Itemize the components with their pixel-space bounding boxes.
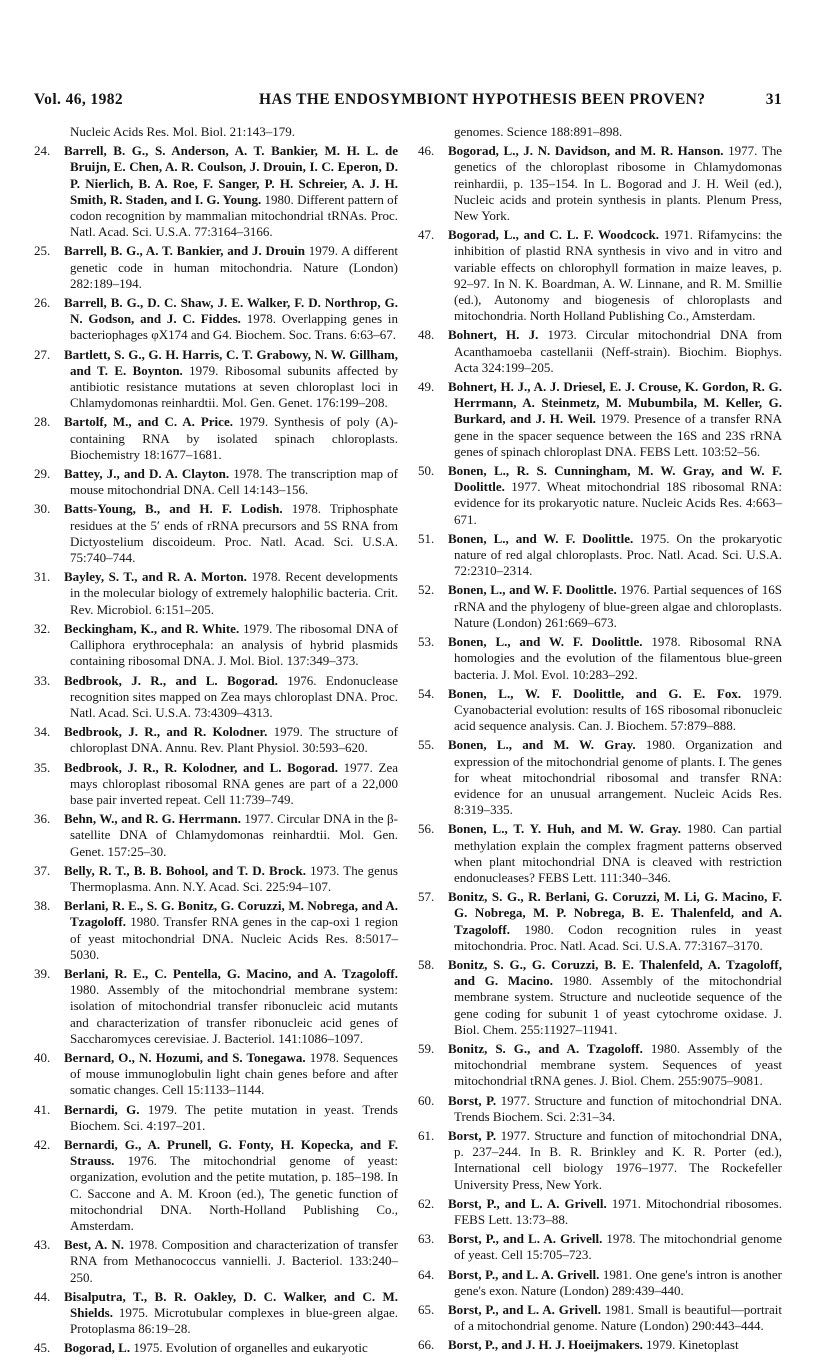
reference-authors: Bonen, L., and W. F. Doolittle. [448,582,617,598]
reference-citation: 1977. Structure and function of mitochondrial DNA. Trends Biochem. Sci. 2:31–34. [454,1092,782,1124]
reference-authors: Belly, R. T., B. B. Bohool, and T. D. Brock. [64,862,306,878]
continued-reference: Nucleic Acids Res. Mol. Biol. 21:143–179. [70,124,295,139]
reference-entry [418,1041,782,1090]
reference-number: 35. [34,759,51,775]
reference-authors: Battey, J., and D. A. Clayton. [64,466,230,482]
reference-number: 25. [34,243,51,259]
reference-number: 59. [418,1040,435,1056]
reference-number: 62. [418,1195,435,1211]
reference-authors: Beckingham, K., and R. White. [64,620,240,636]
reference-citation: 1978. Sequences of mouse immunoglobulin light chain genes before and after somatic changes. Cell 15:1133–1144. [70,1049,398,1098]
reference-entry [418,957,782,1038]
reference-authors: Bartlett, S. G., G. H. Harris, C. T. Grabowy, N. W. Gillham, and T. E. Boynton. [64,346,398,378]
reference-entry [34,143,398,240]
reference-number: 54. [418,685,435,701]
reference-authors: Bisalputra, T., B. R. Oakley, D. C. Walker, and C. M. Shields. [64,1288,398,1321]
reference-authors: Bedbrook, J. R., and R. Kolodner. [64,724,268,740]
reference-number: 31. [34,569,51,585]
reference-authors: Borst, P., and L. A. Grivell. [448,1302,601,1318]
reference-number: 60. [418,1092,435,1108]
reference-authors: Borst, P., and L. A. Grivell. [448,1195,607,1211]
reference-entry [418,1302,782,1334]
reference-authors: Bohnert, H. J., A. J. Driesel, E. J. Crouse, K. Gordon, R. G. Herrmann, A. Steinmetz, M. Mubumbila, M. Keller, G. Burkard, and J. H. Weil. [448,379,782,427]
reference-authors: Barrell, B. G., A. T. Bankier, and J. Drouin [64,243,305,259]
reference-authors: Bonitz, S. G., R. Berlani, G. Coruzzi, M. Li, G. Macino, F. G. Nobrega, M. P. Nobrega, B. E. Thalenfeld, and A. Tzagoloff. [448,889,782,937]
reference-citation: 1979. Cyanobacterial evolution: results of 16S ribosomal ribonucleic acid sequence analysis. Can. J. Biochem. 57:879–888. [454,685,782,734]
reference-citation: 1975. Microtubular complexes in blue-green algae. Protoplasma 86:19–28. [70,1305,398,1337]
reference-authors: Bedbrook, J. R., R. Kolodner, and L. Bogorad. [64,759,339,775]
reference-number: 49. [418,379,435,395]
reference-citation: 1977. Circular DNA in the β-satellite DNA of Chlamydomonas reinhardtii. Mol. Gen. Genet. 157:25–30. [70,811,398,859]
reference-citation: 1979. The ribosomal DNA of Calliphora erythrocephala: an analysis of hybrid plasmids containing ribosomal DNA. J. Mol. Biol. 137:349–373. [70,620,398,669]
reference-authors: Bernardi, G., A. Prunell, G. Fonty, H. Kopecka, and F. Strauss. [64,1136,398,1169]
reference-number: 50. [418,463,435,479]
reference-authors: Bernard, O., N. Hozumi, and S. Tonegawa. [64,1049,306,1065]
reference-authors: Behn, W., and R. G. Herrmann. [64,811,241,827]
reference-entry [34,243,398,292]
reference-entry [418,686,782,735]
reference-authors: Bohnert, H. J. [448,327,539,343]
reference-number: 55. [418,737,435,753]
reference-authors: Bonen, L., T. Y. Huh, and M. W. Gray. [448,821,681,837]
reference-citation: 1971. Rifamycins: the inhibition of plastid RNA synthesis in vivo and in vitro and variable effects on chlorophyll formation in maize leaves, p. 92–97. In N. K. Boardman, A. W. Linnane, and R. M. Smillie (ed.), Autonomy and biogenesis of chloroplasts and mitochondria. North Holland Publishing Co., Amsterdam. [454,227,782,324]
reference-entry [34,760,398,809]
reference-entry [418,582,782,631]
running-header [34,91,782,111]
reference-number: 41. [34,1101,51,1117]
reference-authors: Bonen, L., and W. F. Doolittle. [448,634,643,650]
reference-authors: Borst, P. [448,1127,497,1143]
reference-number: 65. [418,1302,435,1318]
left-reference-column [34,124,398,1357]
reference-number: 34. [34,724,51,740]
reference-entry [34,501,398,566]
reference-citation: 1975. Evolution of organelles and eukaryotic [130,1340,368,1356]
reference-citation: 1980. Assembly of the mitochondrial membrane system: isolation of mitochondrial transfer ribonucleic acid mutants and characterization of transfer ribonucleic acid genes of Saccharomyces cerevisiae. J. Bacteriol. 141:1086–1097. [70,982,398,1046]
right-reference-column [418,124,782,1354]
reference-number: 61. [418,1127,435,1143]
reference-citation: 1980. Transfer RNA genes in the cap-oxi 1 region of yeast mitochondrial DNA. Nucleic Acids Res. 8:5017–5030. [70,914,398,962]
reference-number: 27. [34,346,51,362]
reference-authors: Borst, P., and L. A. Grivell. [448,1266,600,1282]
reference-number: 24. [34,143,51,159]
reference-entry [418,1196,782,1228]
reference-entry [418,463,782,528]
reference-citation: 1973. The genus Thermoplasma. Ann. N.Y. Acad. Sci. 225:94–107. [70,862,398,894]
reference-number: 36. [34,811,51,827]
reference-entry [34,1237,398,1286]
reference-citation: 1971. Mitochondrial ribosomes. FEBS Lett. 13:73–88. [454,1195,782,1227]
reference-number: 38. [34,898,51,914]
reference-citation: 1979. The petite mutation in yeast. Trends Biochem. Sci. 4:197–201. [70,1101,398,1133]
reference-authors: Bayley, S. T., and R. A. Morton. [64,569,247,585]
reference-entry [418,634,782,683]
reference-authors: Barrell, B. G., S. Anderson, A. T. Bankier, M. H. L. de Bruijn, E. Chen, A. R. Coulson, J. Drouin, I. C. Eperon, D. P. Nierlich, B. A. Roe, F. Sanger, P. H. Schreier, A. J. H. Smith, R. Staden, and I. G. Young. [64,143,398,207]
reference-citation: 1979. Ribosomal subunits affected by antibiotic resistance mutations at seven chloroplast loci in Chlamydomonas reinhardtii. Mol. Gen. Genet. 176:199–208. [70,362,399,411]
reference-number: 30. [34,501,51,517]
reference-entry [418,1128,782,1193]
reference-entry [34,1050,398,1099]
reference-citation: 1978. Composition and characterization of transfer RNA from Methanococcus vannielli. J. Bacteriol. 133:240–250. [70,1237,398,1285]
reference-entry [34,898,398,963]
reference-citation: 1978. Recent developments in the molecular biology of extremely halophilic bacteria. Crit. Rev. Microbiol. 6:151–205. [70,569,398,617]
reference-authors: Best, A. N. [64,1237,125,1253]
reference-citation: 1980. Assembly of the mitochondrial membrane system. Structure and nucleotide sequence of the gene coding for subunit 1 of yeast cytochrome oxidase. J. Biol. Chem. 255:11927–11941. [454,973,782,1037]
reference-number: 29. [34,466,51,482]
reference-number: 39. [34,965,51,981]
reference-entry [418,379,782,460]
reference-number: 63. [418,1231,435,1247]
reference-authors: Bogorad, L., J. N. Davidson, and M. R. Hanson. [448,143,724,159]
reference-entry [34,569,398,618]
reference-authors: Bonen, L., R. S. Cunningham, M. W. Gray, and W. F. Doolittle. [448,463,782,495]
reference-citation: 1980. Organization and expression of the mitochondrial genome of plants. I. The genes for wheat mitochondrial ribosomal and transfer RNA: evidence for an unusual arrangement. Nucleic Acids Res. 8:319–335. [454,737,782,818]
reference-entry [34,347,398,412]
reference-authors: Bedbrook, J. R., and L. Bogorad. [64,672,278,688]
reference-authors: Bogorad, L. [64,1340,131,1356]
reference-citation: 1977. Zea mays chloroplast ribosomal RNA genes are part of a 22,000 base pair inverted repeat. Cell 11:739–749. [70,759,398,807]
reference-authors: Bogorad, L., and C. L. F. Woodcock. [448,227,660,243]
reference-entry [418,1337,782,1353]
reference-authors: Bonen, L., W. F. Doolittle, and G. E. Fox. [448,685,742,701]
reference-citation: 1979. The structure of chloroplast DNA. Annu. Rev. Plant Physiol. 30:593–620. [70,724,398,756]
reference-entry [418,821,782,886]
reference-number: 53. [418,634,435,650]
reference-number: 42. [34,1136,51,1152]
reference-number: 46. [418,143,435,159]
reference-number: 33. [34,672,51,688]
reference-entry [418,227,782,324]
reference-authors: Borst, P., and J. H. J. Hoeijmakers. [448,1337,643,1353]
reference-entry [418,1231,782,1263]
reference-authors: Bernardi, G. [64,1101,140,1117]
reference-entry [418,531,782,580]
reference-citation: 1978. The mitochondrial genome of yeast. Cell 15:705–723. [454,1231,782,1263]
reference-citation: 1979. Synthesis of poly (A)-containing RNA by isolated spinach chloroplasts. Biochemistry 18:1677–1681. [70,414,398,462]
reference-authors: Bonen, L., and M. W. Gray. [448,737,636,753]
reference-authors: Barrell, B. G., D. C. Shaw, J. E. Walker, F. D. Northrop, G. N. Godson, and J. C. Fiddes. [64,295,398,327]
reference-citation: 1977. Structure and function of mitochondrial DNA, p. 237–244. In B. R. Brinkley and K. R. Porter (ed.), International cell biology 1976–1977. The Rockefeller University Press, New York. [454,1127,782,1192]
reference-authors: Borst, P., and L. A. Grivell. [448,1231,603,1247]
reference-entry [418,143,782,224]
reference-number: 48. [418,327,435,343]
page-number: 31 [765,91,782,108]
reference-citation: 1981. Small is beautiful—portrait of a mitochondrial genome. Nature (London) 290:443–444. [454,1302,782,1334]
reference-entry [418,1267,782,1299]
reference-citation: 1976. Partial sequences of 16S rRNA and the phylogeny of blue-green algae and chloroplasts. Nature (London) 261:669–673. [454,582,782,630]
reference-number: 47. [418,227,435,243]
reference-citation: 1976. The mitochondrial genome of yeast: organization, evolution and the petite mutation, p. 185–198. In C. Saccone and A. M. Kroon (ed.), The genetic function of mitochondrial DNA. North-Holland Publishing Co., Amsterdam. [70,1153,398,1233]
reference-entry [34,466,398,498]
reference-number: 28. [34,414,51,430]
reference-entry [418,889,782,954]
reference-number: 43. [34,1237,51,1253]
reference-entry [418,327,782,376]
reference-citation: 1973. Circular mitochondrial DNA from Acanthamoeba castellanii (Neff-strain). Biochim. Biophys. Acta 324:199–205. [454,327,782,375]
reference-entry [418,1093,782,1125]
reference-entry [34,863,398,895]
reference-authors: Borst, P. [448,1092,497,1108]
reference-authors: Batts-Young, B., and H. F. Lodish. [64,501,283,517]
reference-citation: 1979. Presence of a transfer RNA gene in the spacer sequence between the 16S and 23S rRNA genes of spinach chloroplast DNA. FEBS Lett. 103:52–56. [454,411,782,459]
reference-number: 37. [34,862,51,878]
continued-reference: genomes. Science 188:891–898. [454,124,623,139]
reference-authors: Berlani, R. E., C. Pentella, G. Macino, and A. Tzagoloff. [64,965,398,981]
reference-entry [34,811,398,860]
reference-citation: 1981. One gene's intron is another gene's exon. Nature (London) 289:439–440. [454,1266,782,1298]
reference-number: 51. [418,530,435,546]
reference-entry [34,966,398,1047]
reference-citation: 1977. The genetics of the chloroplast ribosome in Chlamydomonas reinhardii, p. 135–154. In L. Bogorad and J. H. Weil (ed.), Nucleic acids and protein synthesis in plants. Plenum Press, New York. [454,143,782,224]
reference-entry [34,621,398,670]
reference-entry [34,673,398,722]
reference-authors: Bonen, L., and W. F. Doolittle. [448,530,634,546]
reference-citation: 1980. Different pattern of codon recognition by mammalian mitochondrial tRNAs. Proc. Natl. Acad. Sci. U.S.A. 77:3164–3166. [70,191,399,240]
reference-citation: 1978. The transcription map of mouse mitochondrial DNA. Cell 14:143–156. [70,466,398,498]
reference-authors: Bonitz, S. G., G. Coruzzi, B. E. Thalenfeld, A. Tzagoloff, and G. Macino. [448,956,782,989]
reference-entry [34,724,398,756]
reference-entry [34,1137,398,1234]
article-title: HAS THE ENDOSYMBIONT HYPOTHESIS BEEN PROVEN? [259,91,706,108]
reference-number: 45. [34,1340,51,1356]
reference-citation: 1980. Assembly of the mitochondrial membrane system. Sequences of yeast mitochondrial tRNA genes. J. Biol. Chem. 255:9075–9081. [454,1040,782,1089]
reference-authors: Bonitz, S. G., and A. Tzagoloff. [448,1040,643,1056]
reference-entry [34,1102,398,1134]
reference-number: 26. [34,295,51,311]
reference-entry [34,1340,398,1356]
reference-number: 56. [418,821,435,837]
reference-citation: 1980. Can partial methylation explain the complex fragment patterns observed when plant mitochondrial DNA is cleaved with restriction endonucleases? FEBS Lett. 111:340–346. [454,821,782,885]
reference-entry [34,1289,398,1338]
reference-citation: 1978. Triphosphate residues at the 5′ ends of rRNA precursors and 5S RNA from Dictyostelium discoideum. Proc. Natl. Acad. Sci. U.S.A. 75:740–744. [70,501,398,566]
reference-number: 64. [418,1266,435,1282]
volume-label: Vol. 46, 1982 [34,91,124,108]
reference-entry [34,414,398,463]
reference-number: 57. [418,889,435,905]
reference-citation: 1978. Ribosomal RNA homologies and the evolution of the filamentous blue-green bacteria. J. Mol. Evol. 10:283–292. [454,634,782,682]
reference-number: 52. [418,582,435,598]
reference-citation: 1975. On the prokaryotic nature of red algal chloroplasts. Proc. Natl. Acad. Sci. U.S.A. 72:2310–2314. [454,530,782,579]
reference-citation: 1980. Codon recognition rules in yeast mitochondria. Proc. Natl. Acad. Sci. U.S.A. 77:3167–3170. [454,921,782,953]
reference-entry [418,737,782,818]
reference-citation: 1976. Endonuclease recognition sites mapped on Zea mays chloroplast DNA. Proc. Natl. Acad. Sci. U.S.A. 73:4309–4313. [70,672,398,720]
reference-citation: 1978. Overlapping genes in bacteriophages φX174 and G4. Biochem. Soc. Trans. 6:63–67. [70,311,398,343]
reference-number: 40. [34,1049,51,1065]
reference-citation: 1979. A different genetic code in human mitochondria. Nature (London) 282:189–194. [70,243,398,291]
reference-authors: Bartolf, M., and C. A. Price. [64,414,233,430]
reference-citation: 1977. Wheat mitochondrial 18S ribosomal RNA: evidence for its prokaryotic nature. Nucleic Acids Res. 4:663–671. [454,479,782,527]
reference-entry [34,295,398,344]
reference-number: 58. [418,956,435,972]
reference-authors: Berlani, R. E., S. G. Bonitz, G. Coruzzi, M. Nobrega, and A. Tzagoloff. [64,898,398,930]
reference-number: 66. [418,1337,435,1353]
reference-citation: 1979. Kinetoplast [642,1337,739,1353]
reference-number: 32. [34,620,51,636]
reference-number: 44. [34,1288,51,1304]
